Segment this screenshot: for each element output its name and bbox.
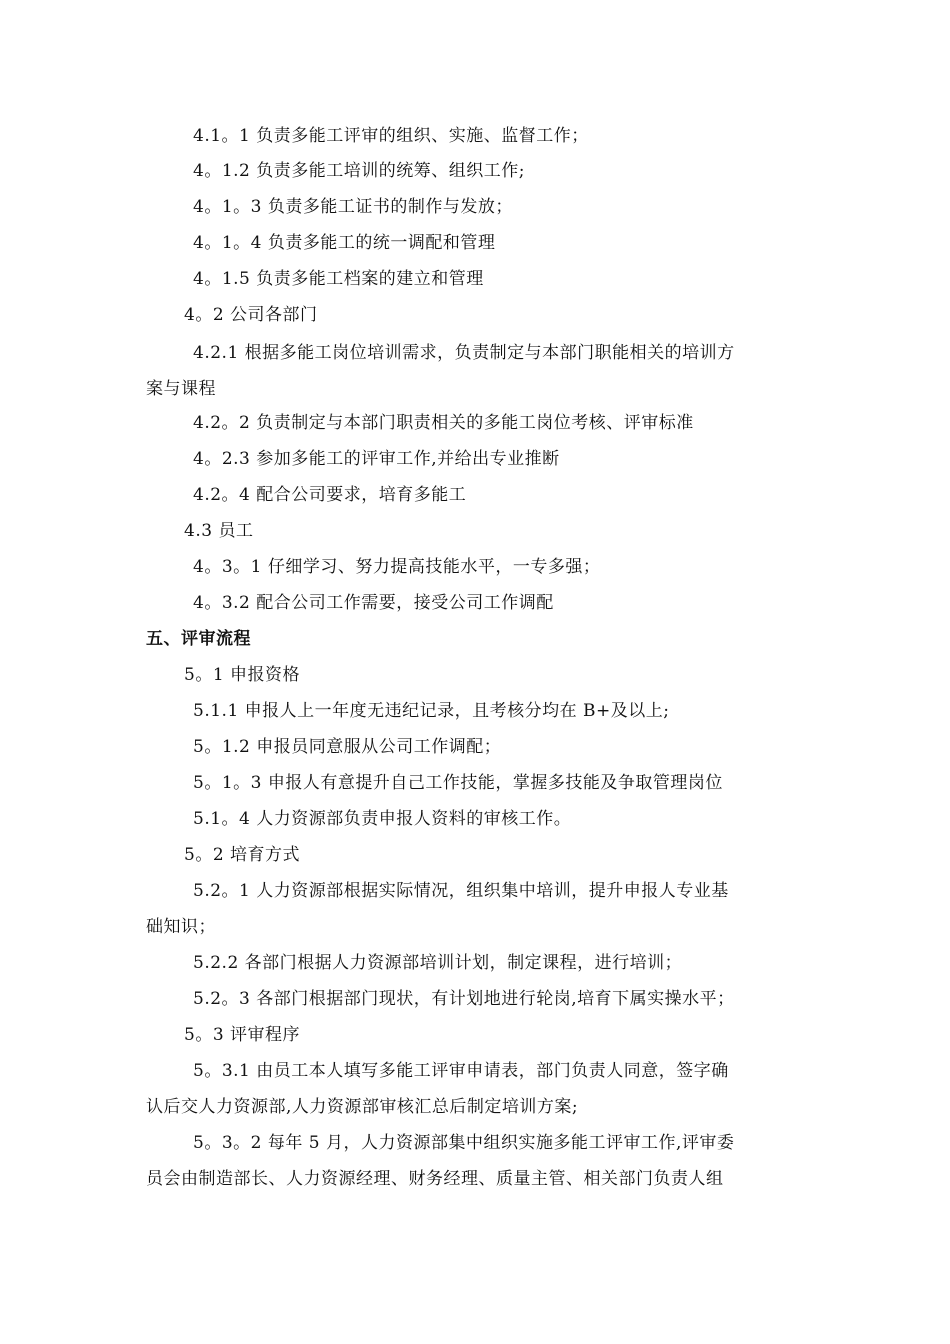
text-line-5-1-1: 5.1.1 申报人上一年度无违纪记录，且考核分均在 B+及以上; <box>193 701 670 721</box>
text-line-5-2-3: 5.2。3 各部门根据部门现状，有计划地进行轮岗,培育下属实操水平； <box>193 989 735 1009</box>
text-line-5-2-1: 5.2。1 人力资源部根据实际情况，组织集中培训，提升申报人专业基 <box>193 881 729 901</box>
text-line-4-1-3: 4。1。3 负责多能工证书的制作与发放； <box>193 197 513 217</box>
subsection-4-3: 4.3 员工 <box>184 521 254 541</box>
text-line-5-3-1: 5。3.1 由员工本人填写多能工评审申请表，部门负责人同意，签字确 <box>193 1061 729 1081</box>
text-line-4-2-1: 4.2.1 根据多能工岗位培训需求，负责制定与本部门职能相关的培训方 <box>193 343 735 363</box>
subsection-5-2: 5。2 培育方式 <box>184 845 301 865</box>
text-line-5-2-1-cont: 础知识； <box>146 917 216 937</box>
text-line-5-1-4: 5.1。4 人力资源部负责申报人资料的审核工作。 <box>193 809 572 829</box>
subsection-5-3: 5。3 评审程序 <box>184 1025 301 1045</box>
text-line-4-1-2: 4。1.2 负责多能工培训的统筹、组织工作; <box>193 161 525 181</box>
subsection-5-1: 5。1 申报资格 <box>184 665 301 685</box>
text-line-4-1-4: 4。1。4 负责多能工的统一调配和管理 <box>193 233 496 253</box>
text-line-5-2-2: 5.2.2 各部门根据人力资源部培训计划，制定课程，进行培训； <box>193 953 683 973</box>
text-line-4-3-2: 4。3.2 配合公司工作需要，接受公司工作调配 <box>193 593 554 613</box>
text-line-4-1-5: 4。1.5 负责多能工档案的建立和管理 <box>193 269 484 289</box>
text-line-4-2-1-cont: 案与课程 <box>146 379 216 399</box>
text-line-5-3-1-cont: 认后交人力资源部,人力资源部审核汇总后制定培训方案; <box>146 1097 579 1117</box>
text-line-4-2-3: 4。2.3 参加多能工的评审工作,并给出专业推断 <box>193 449 560 469</box>
text-line-5-1-2: 5。1.2 申报员同意服从公司工作调配； <box>193 737 502 757</box>
text-line-4-2-4: 4.2。4 配合公司要求，培育多能工 <box>193 485 467 505</box>
text-line-5-3-2: 5。3。2 每年 5 月，人力资源部集中组织实施多能工评审工作,评审委 <box>193 1133 735 1153</box>
text-line-4-1-1: 4.1。1 负责多能工评审的组织、实施、监督工作； <box>193 126 589 146</box>
text-line-5-3-2-cont: 员会由制造部长、人力资源经理、财务经理、质量主管、相关部门负责人组 <box>146 1169 724 1189</box>
subsection-4-2: 4。2 公司各部门 <box>184 305 318 325</box>
text-line-4-2-2: 4.2。2 负责制定与本部门职责相关的多能工岗位考核、评审标准 <box>193 413 694 433</box>
section-heading-5: 五、评审流程 <box>146 629 251 649</box>
text-line-5-1-3: 5。1。3 申报人有意提升自己工作技能，掌握多技能及争取管理岗位 <box>193 773 723 793</box>
text-line-4-3-1: 4。3。1 仔细学习、努力提高技能水平，一专多强； <box>193 557 601 577</box>
